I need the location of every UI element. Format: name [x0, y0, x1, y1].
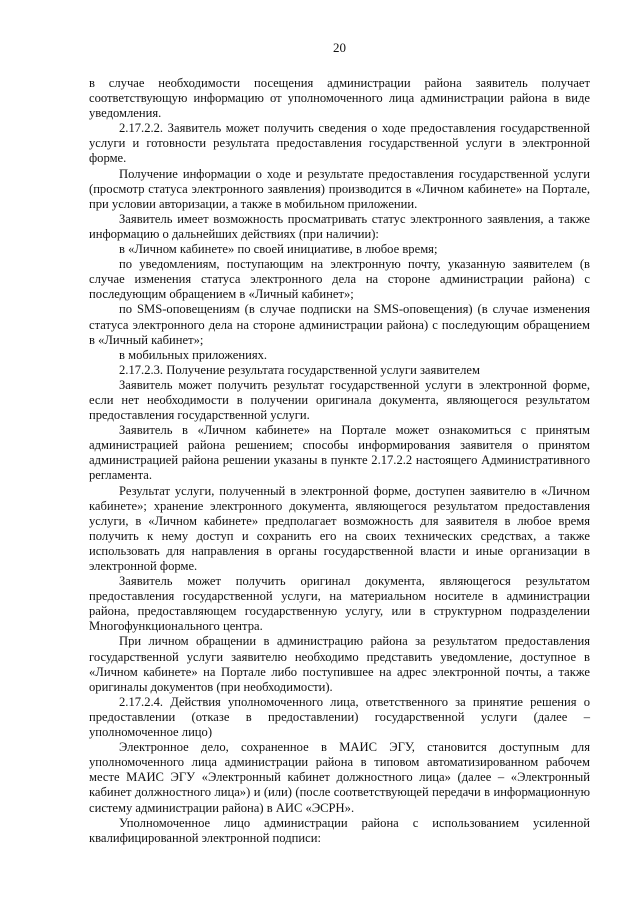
page-number: 20: [333, 40, 346, 55]
paragraph: Заявитель имеет возможность просматривать статус электронного заявления, а также информацию о дальнейших действиях (при наличии):: [89, 211, 590, 241]
paragraph: При личном обращении в администрацию района за результатом предоставления государственной услуги заявителю необходимо представить уведомление, доступное в «Личном кабинете» на Портале либо поступившее на адрес электронной почты, а также оригиналы документов (при необходимости).: [89, 634, 590, 694]
paragraph: Результат услуги, полученный в электронной форме, доступен заявителю в «Личном кабинете»; хранение электронного документа, являющегося результатом предоставления услуги, в «Личном кабинете» предполагает возможность для заявителя в любое время получить к нему доступ и сохранить его на своих технических средствах, а также использовать для направления в органы государственной власти и иные организации в электронной форме.: [89, 483, 590, 573]
paragraph: в мобильных приложениях.: [119, 347, 268, 362]
paragraph: в «Личном кабинете» по своей инициативе, в любое время;: [119, 242, 438, 257]
section-heading: 2.17.2.4. Действия уполномоченного лица, ответственного за принятие решения о предоставлении (отказе в предоставлении) государственной услуги (далее – уполномоченное лицо): [89, 694, 590, 740]
paragraph: по SMS-оповещениям (в случае подписки на SMS-оповещения) (в случае изменения статуса электронного дела на стороне администрации района) с последующим обращением в «Личный кабинет»;: [89, 302, 590, 347]
paragraph: 2.17.2.2. Заявитель может получить сведения о ходе предоставления государственной услуги и готовности результата предоставления государственной услуги в электронной форме.: [89, 121, 590, 166]
paragraph: Заявитель в «Личном кабинете» на Портале может ознакомиться с принятым администрацией района решением; способы информирования заявителя о принятом администрацией района решении указаны в пункте 2.17.2.2 настоящего Административного регламента.: [89, 423, 590, 483]
paragraph: Заявитель может получить оригинал документа, являющегося результатом предоставления государственной услуги, на материальном носителе в администрации района, предоставляющем государственную услугу, или в структурном подразделении Многофункционального центра.: [89, 574, 590, 634]
section-heading: 2.17.2.3. Получение результата государственной услуги заявителем: [119, 362, 480, 377]
paragraph: Уполномоченное лицо администрации района с использованием усиленной квалифицированной электронной подписи:: [89, 815, 590, 845]
paragraph: в случае необходимости посещения администрации района заявитель получает соответствующую информацию от уполномоченного лица администрации района в виде уведомления.: [89, 76, 590, 121]
paragraph: Электронное дело, сохраненное в МАИС ЭГУ, становится доступным для уполномоченного лица администрации района в типовом автоматизированном рабочем месте МАИС ЭГУ «Электронный кабинет должностного лица» (далее – «Электронный кабинет должностного лица») и (или) (после соответствующей передачи в информационную систему администрации района) в АИС «ЭСРН».: [89, 740, 590, 815]
document-body: [89, 76, 590, 846]
paragraph: Заявитель может получить результат государственной услуги в электронной форме, если нет необходимости в получении оригинала документа, являющегося результатом предоставления государственной услуги.: [89, 377, 590, 423]
paragraph: по уведомлениям, поступающим на электронную почту, указанную заявителем (в случае изменения статуса электронного дела на стороне администрации района) с последующим обращением в «Личный кабинет»;: [89, 257, 590, 302]
paragraph: Получение информации о ходе и результате предоставления государственной услуги (просмотр статуса электронного заявления) производится в «Личном кабинете» на Портале, при условии авторизации, а также в мобильном приложении.: [89, 166, 590, 211]
